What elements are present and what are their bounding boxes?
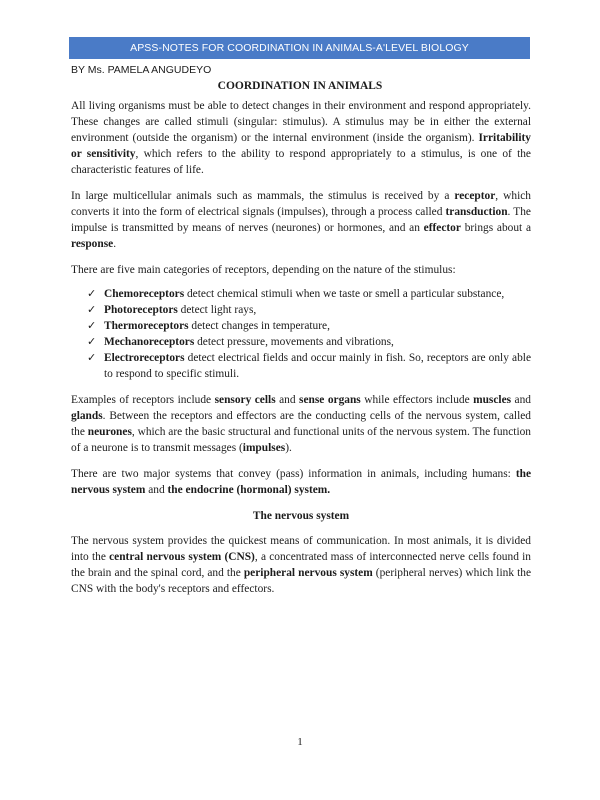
p6-text-c: , a concentrated mass of interconnected nerve cells found in the brain and the spinal cord, and the [71,551,531,579]
p6-text-a: The nervous system provides the quickest means of communication. In most animals, it is divided into the [71,535,531,563]
p4-bold-sensory-cells: sensory cells [214,394,276,406]
p2-text-e: . The impulse is transmitted by means of nerves (neurones) or hormones, and an [71,206,531,234]
p6-text-e: (peripheral nerves) which link the CNS with the body's receptors and effectors. [71,567,532,595]
p6-bold-pns: peripheral nervous system [243,567,373,579]
receptor-term: Photoreceptors [104,304,178,316]
p2-text-c: , which converts it into the form of electrical signals (impulses), through a process called [71,190,531,218]
document-title: COORDINATION IN ANIMALS [217,80,383,92]
document-header-banner [69,37,530,59]
check-icon: ✓ [87,287,97,300]
section-heading-nervous-system: The nervous system [252,510,350,522]
p1-text-c: , which refers to the ability to respond appropriately to a stimulus, is one of the characteristic features of life. [71,148,531,176]
receptor-term: Thermoreceptors [104,320,189,332]
check-icon: ✓ [87,303,97,316]
p2-bold-receptor: receptor [454,190,496,202]
document-body [71,98,531,607]
p2-text-i: . [113,238,117,250]
author-line: BY Ms. PAMELA ANGUDEYO [71,64,212,76]
page-number: 1 [297,736,303,748]
p4-text-e: while effectors include [360,394,474,406]
receptor-term: Mechanoreceptors [104,336,195,348]
receptor-list [71,286,531,382]
receptor-desc: detect pressure, movements and vibrations, [194,336,394,348]
p4-text-i: . Between the receptors and effectors are the conducting cells of the nervous system, called the [71,410,531,438]
p5-text-a: There are two major systems that convey (pass) information in animals, including humans: [71,468,516,480]
receptor-desc: detect electrical fields and occur mainly in fish. So, receptors are only able to respond to specific stimuli. [104,352,531,380]
receptor-desc: detect chemical stimuli when we taste or smell a particular substance, [184,288,505,300]
paragraph-two-systems [71,466,531,498]
p4-bold-glands: glands [71,410,103,422]
p1-text-a: All living organisms must be able to detect changes in their environment and respond appropriately. These changes are called stimuli (singular: stimulus). A stimulus may be in either the external environment (outside the organism) or the internal environment (inside the organism). [71,100,531,144]
list-item [87,334,531,350]
receptor-term: Electroreceptors [104,352,185,364]
p5-bold-nervous-system: the nervous system [71,468,531,496]
p4-text-m: ). [285,442,292,454]
p4-text-k: , which are the basic structural and functional units of the nervous system. The function of a neurone is to transmit messages ( [71,426,531,454]
list-item [87,318,531,334]
p6-bold-cns: central nervous system (CNS) [109,551,255,563]
p2-bold-transduction: transduction [445,206,508,218]
list-item [87,350,531,382]
p4-bold-neurones: neurones [87,426,132,438]
receptor-desc: detect changes in temperature, [188,320,330,332]
receptor-desc: detect light rays, [177,304,257,316]
receptor-term: Chemoreceptors [104,288,185,300]
header-banner-text: APSS-NOTES FOR COORDINATION IN ANIMALS-A'LEVEL BIOLOGY [130,42,469,54]
p4-text-g: and [511,394,531,406]
p2-bold-effector: effector [423,222,461,234]
paragraph-stimuli [71,98,531,178]
list-item [87,302,531,318]
p4-bold-muscles: muscles [473,394,512,406]
check-icon: ✓ [87,335,97,348]
p4-text-c: and [275,394,300,406]
check-icon: ✓ [87,351,97,364]
p1-bold-irritability: Irritability or sensitivity [71,132,531,160]
paragraph-receptor-effector [71,188,531,252]
paragraph-receptor-examples [71,392,531,456]
paragraph-nervous-system [71,533,531,597]
paragraph-receptor-categories: There are five main categories of receptors, depending on the nature of the stimulus: [71,264,456,276]
p2-bold-response: response [71,238,114,250]
p4-text-a: Examples of receptors include [71,394,215,406]
p4-bold-impulses: impulses [242,442,286,454]
p2-text-a: In large multicellular animals such as mammals, the stimulus is received by a [71,190,455,202]
p2-text-g: brings about a [460,222,532,234]
p5-bold-endocrine-system: the endocrine (hormonal) system. [167,484,331,496]
p5-text-c: and [145,484,168,496]
p4-bold-sense-organs: sense organs [299,394,361,406]
check-icon: ✓ [87,319,97,332]
list-item [87,286,531,302]
